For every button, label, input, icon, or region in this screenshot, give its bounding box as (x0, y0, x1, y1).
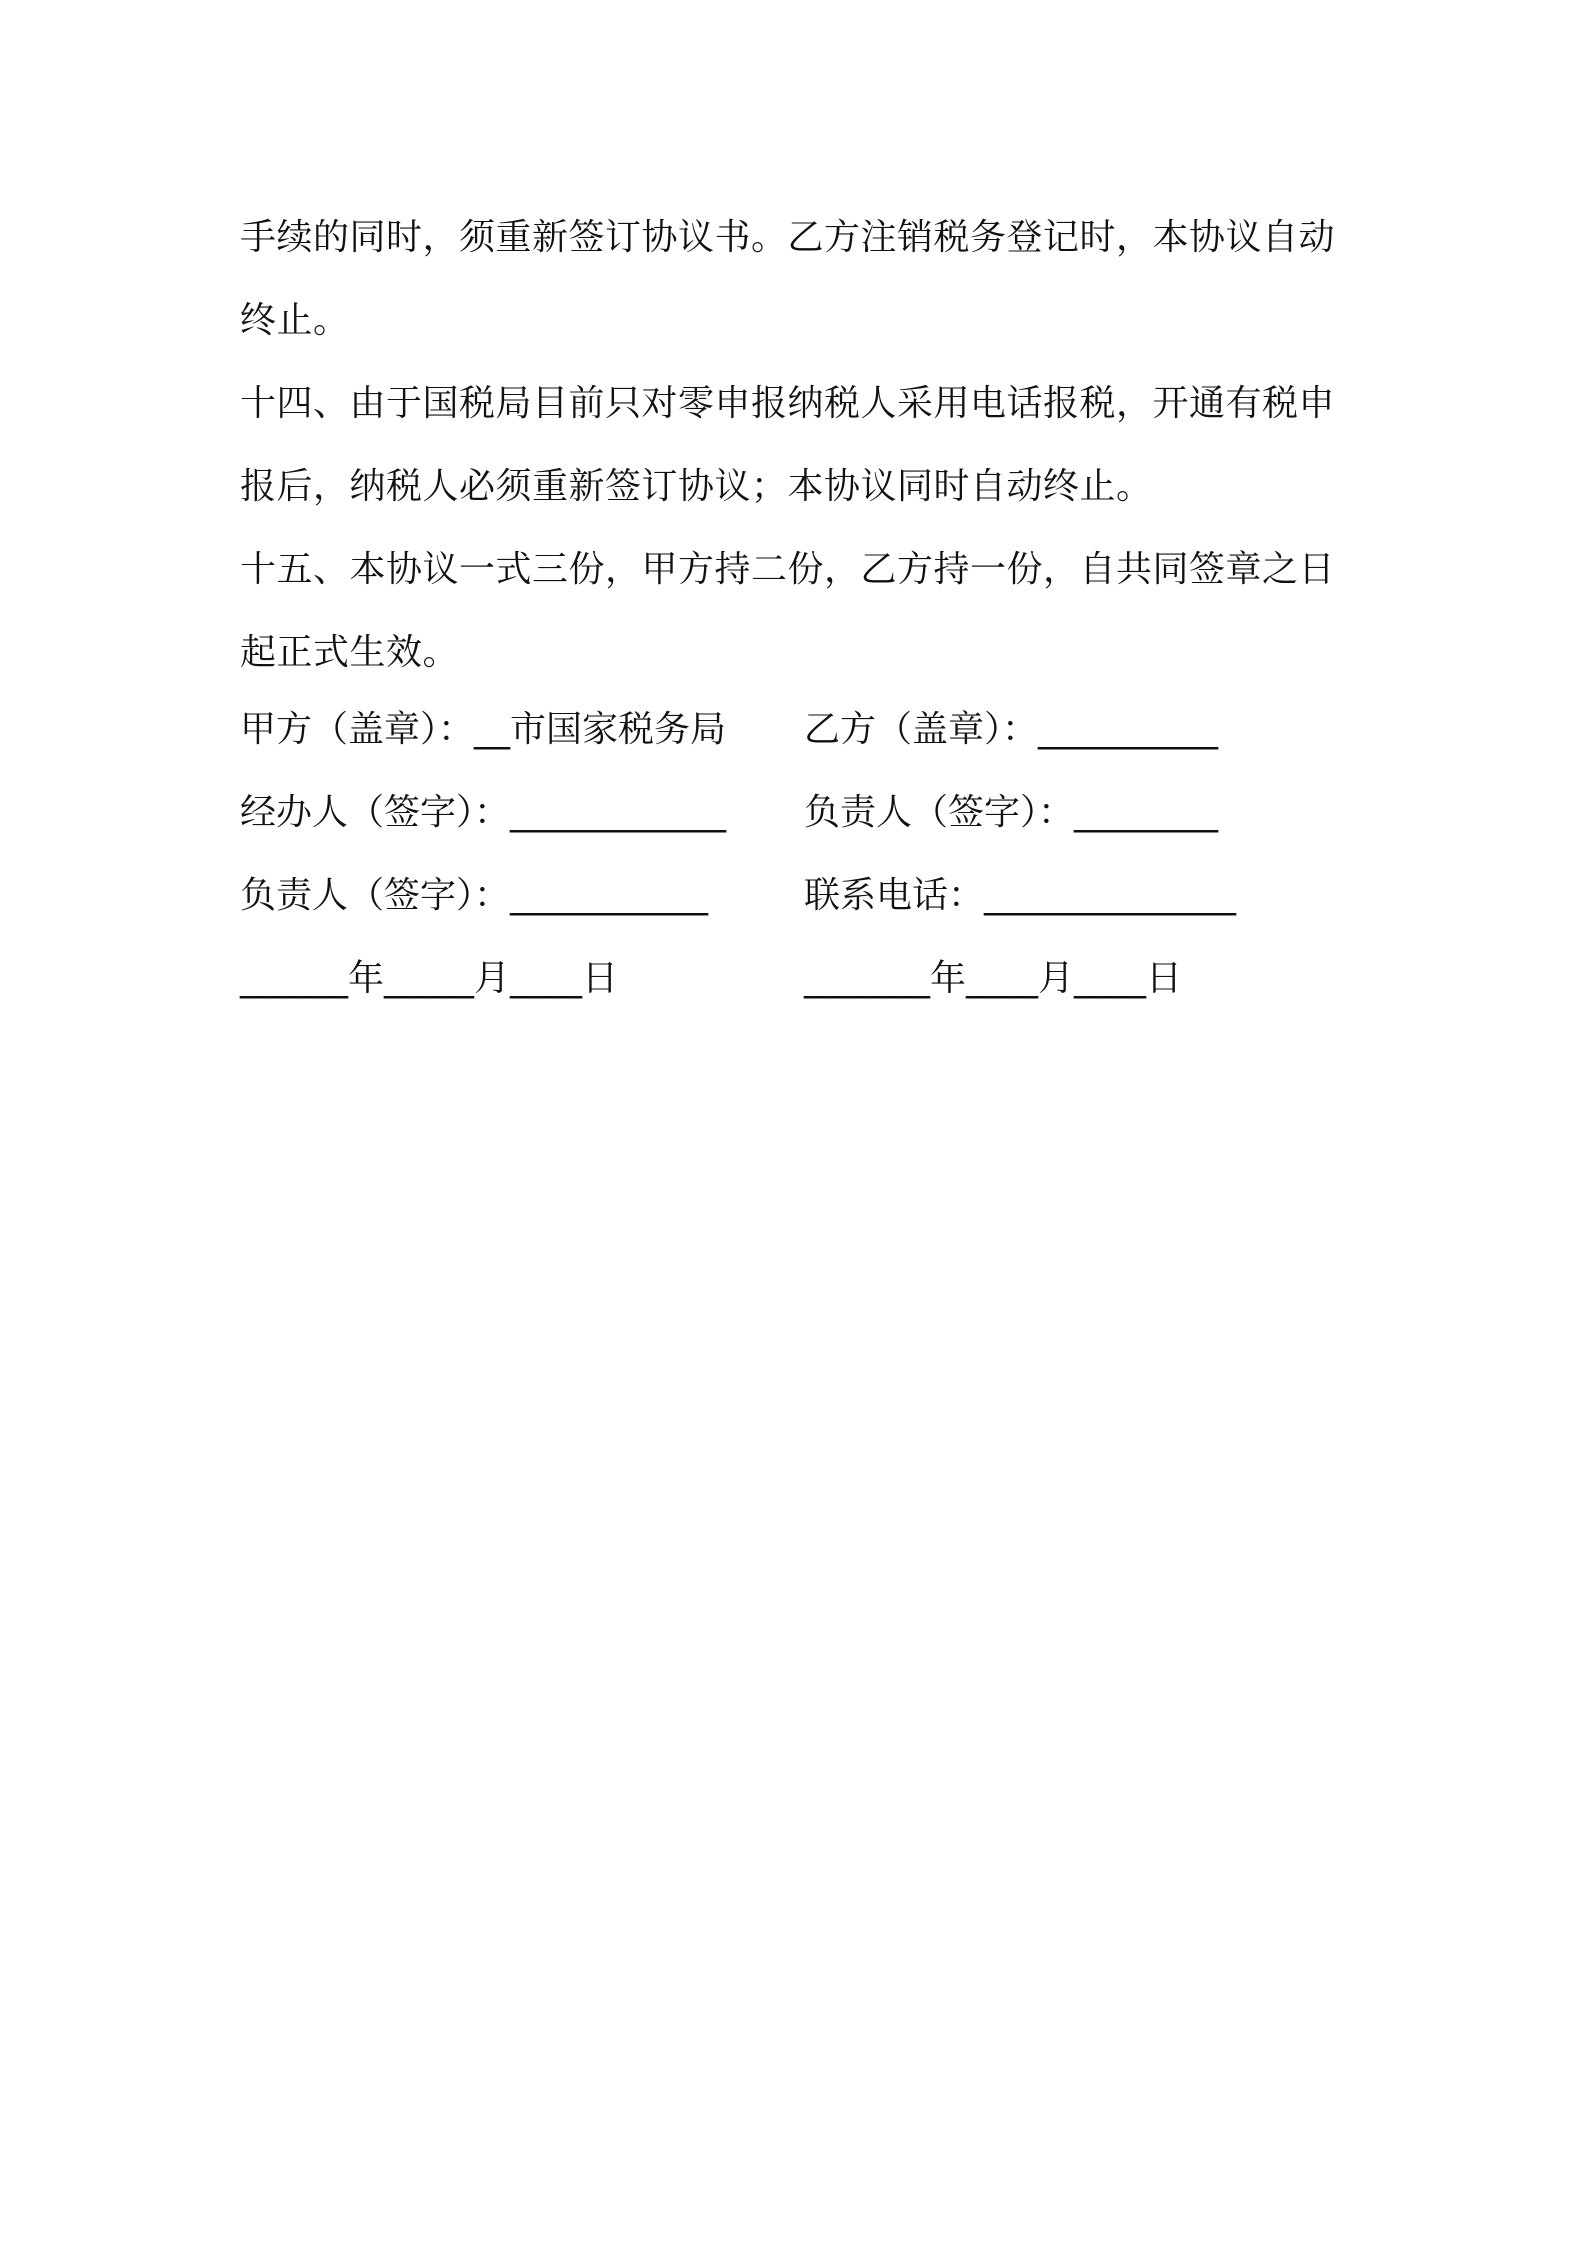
party-b-seal: 乙方（盖章）：__________ (804, 709, 1219, 750)
clause-continuation: 手续的同时，须重新签订协议书。乙方注销税务登记时，本协议自动终止。 (240, 217, 1336, 341)
clause-fourteen: 十四、由于国税局目前只对零申报纳税人采用电话报税，开通有税申报后，纳税人必须重新签订协议；本协议同时自动终止。 (240, 383, 1336, 507)
party-b-date: _______年____月____日 (804, 958, 1182, 999)
clause-fifteen: 十五、本协议一式三份，甲方持二份，乙方持一份，自共同签章之日起正式生效。 (240, 549, 1336, 673)
party-a-date: ______年_____月____日 (240, 958, 618, 999)
signature-row-seal (240, 688, 1360, 771)
agreement-clauses (240, 196, 1360, 694)
party-a-seal: 甲方（盖章）：__市国家税务局 (240, 709, 727, 750)
signature-block (240, 688, 1360, 1020)
signature-row-date (240, 937, 1360, 1020)
party-b-responsible-signature: 负责人（签字）：________ (804, 792, 1219, 833)
signature-row-contact (240, 854, 1360, 937)
signature-row-signers (240, 771, 1360, 854)
party-b-phone: 联系电话：______________ (804, 875, 1237, 916)
party-a-responsible-signature: 负责人（签字）：___________ (240, 875, 709, 916)
party-a-handler-signature: 经办人（签字）：____________ (240, 792, 727, 833)
